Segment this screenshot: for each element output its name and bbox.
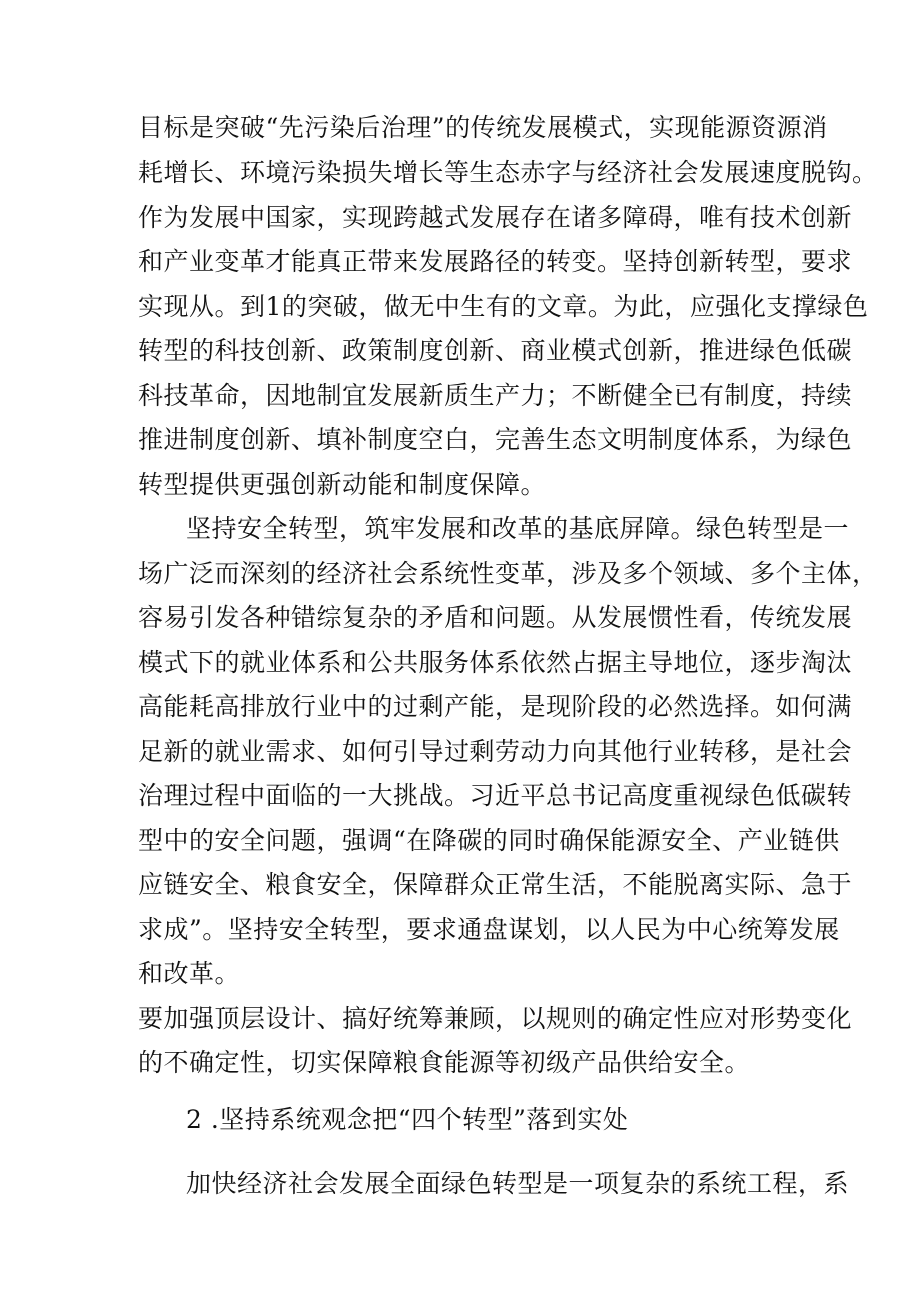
text-line: 足新的就业需求、如何引导过剩劳动力向其他行业转移，是社会: [138, 737, 853, 766]
text-line: 作为发展中国家，实现跨越式发展存在诸多障碍，唯有技术创新: [138, 203, 853, 232]
text-line: 目标是突破“先污染后治理”的传统发展模式，实现能源资源消: [138, 113, 828, 142]
text-line: 实现从。到1的突破，做无中生有的文章。为此，应强化支撑绿色: [138, 292, 869, 321]
text-line: 应链安全、粮食安全，保障群众正常生活，不能脱离实际、急于: [138, 870, 853, 899]
section-heading: 2 .坚持系统观念把“四个转型”落到实处: [186, 1105, 629, 1134]
text-line: 推进制度创新、填补制度空白，完善生态文明制度体系，为绿色: [138, 425, 853, 454]
text-line: 治理过程中面临的一大挑战。习近平总书记高度重视绿色低碳转: [138, 781, 853, 810]
text-line: 型中的安全问题，强调“在降碳的同时确保能源安全、产业链供: [138, 826, 840, 855]
text-line: 和改革。: [138, 959, 241, 988]
text-line: 坚持安全转型，筑牢发展和改革的基底屏障。绿色转型是一: [186, 514, 850, 543]
text-line: 转型的科技创新、政策制度创新、商业模式创新，推进绿色低碳: [138, 336, 853, 365]
text-line: 耗增长、环境污染损失增长等生态赤字与经济社会发展速度脱钩。: [138, 158, 878, 187]
text-line: 转型提供更强创新动能和制度保障。: [138, 470, 547, 499]
text-line: 加快经济社会发展全面绿色转型是一项复杂的系统工程，系: [186, 1169, 850, 1198]
text-line: 和产业变革才能真正带来发展路径的转变。坚持创新转型，要求: [138, 247, 853, 276]
text-line: 求成”。坚持安全转型，要求通盘谋划，以人民为中心统筹发展: [138, 915, 840, 944]
text-line: 的不确定性，切实保障粮食能源等初级产品供给安全。: [138, 1048, 751, 1077]
text-line: 科技革命，因地制宜发展新质生产力；不断健全已有制度，持续: [138, 381, 853, 410]
text-line: 容易引发各种错综复杂的矛盾和问题。从发展惯性看，传统发展: [138, 603, 853, 632]
text-line: 高能耗高排放行业中的过剩产能，是现阶段的必然选择。如何满: [138, 692, 853, 721]
text-line: 模式下的就业体系和公共服务体系依然占据主导地位，逐步淘汰: [138, 648, 853, 677]
text-line: 要加强顶层设计、搞好统筹兼顾，以规则的确定性应对形势变化: [138, 1004, 853, 1033]
text-line: 场广泛而深刻的经济社会系统性变革，涉及多个领域、多个主体，: [138, 559, 878, 588]
